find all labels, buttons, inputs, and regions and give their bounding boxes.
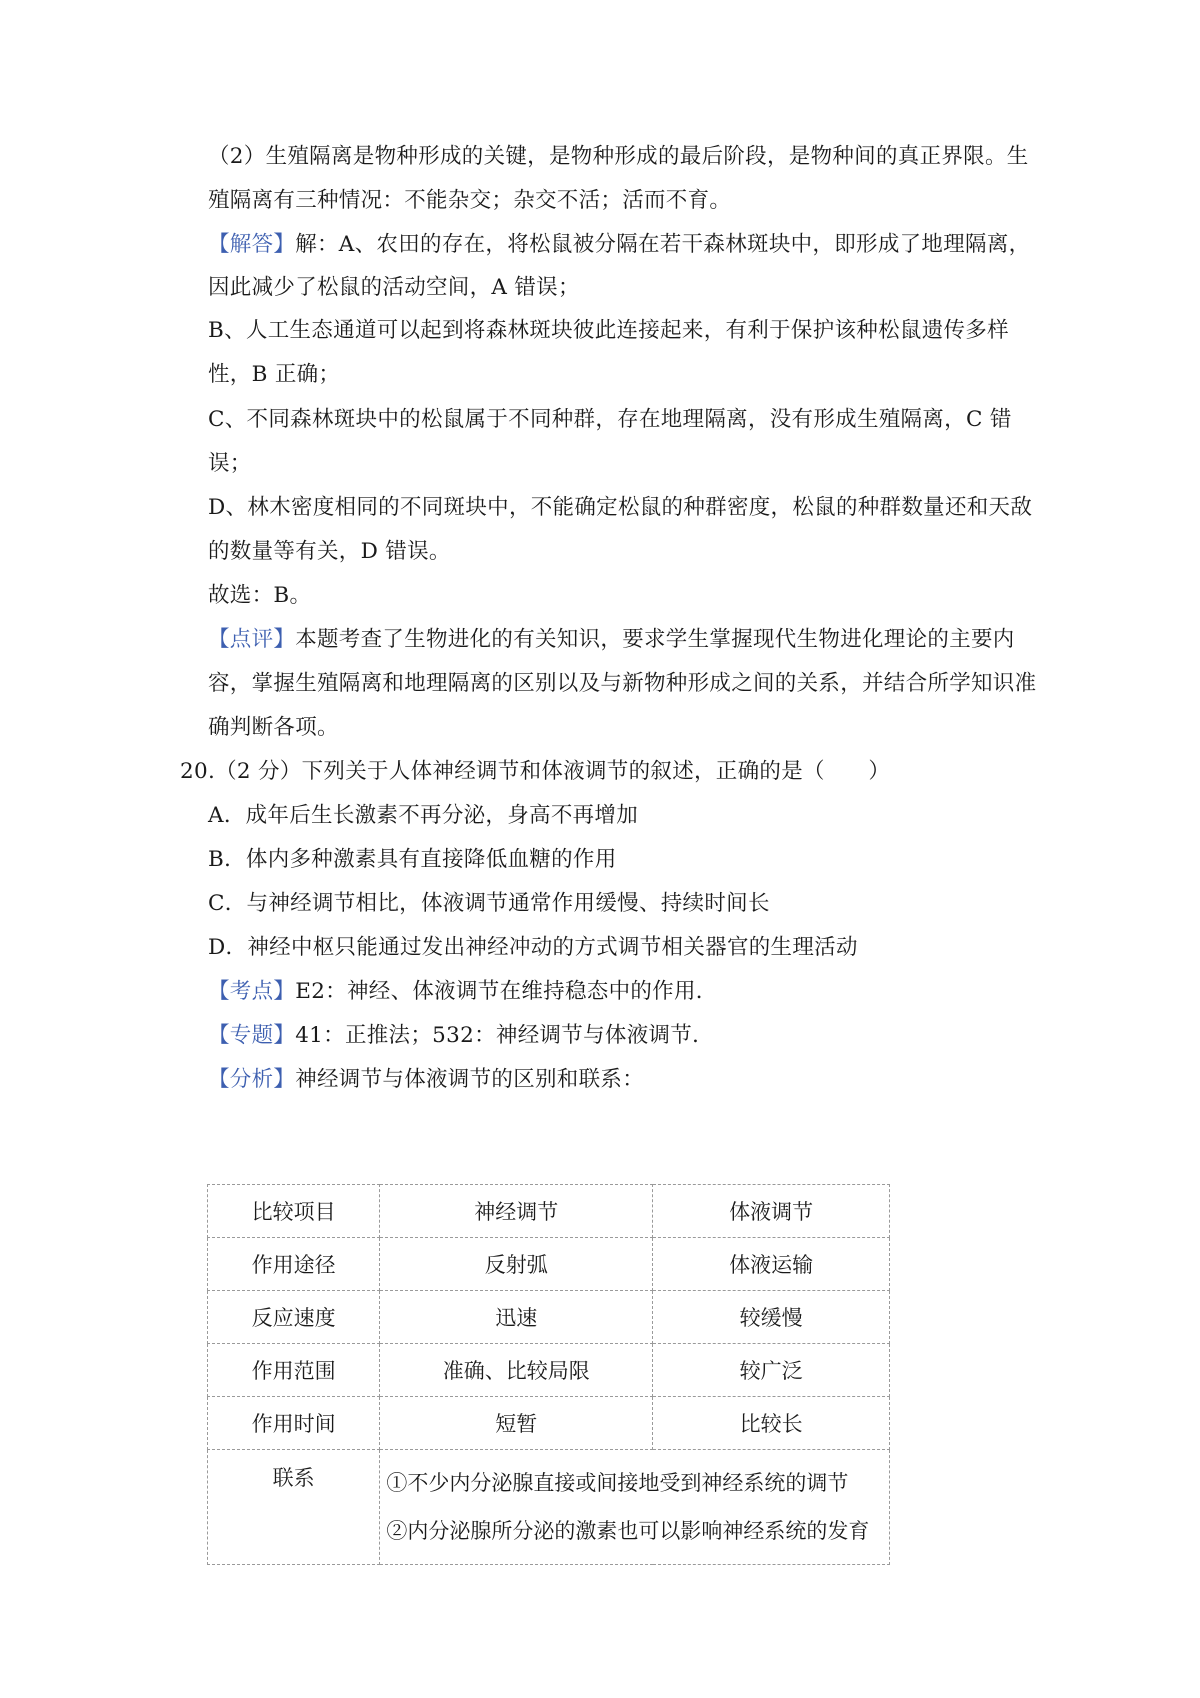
table-cell: 准确、比较局限 [380,1344,653,1397]
comment-text: 本题考查了生物进化的有关知识，要求学生掌握现代生物进化理论的主要内 [295,627,1015,652]
table-cell: 作用时间 [208,1397,380,1450]
text-line: C、不同森林斑块中的松鼠属于不同种群，存在地理隔离，没有形成生殖隔离，C 错 [208,407,1012,432]
table-cell: 体液运输 [653,1238,890,1291]
kaodian-text: E2：神经、体液调节在维持稳态中的作用． [295,979,718,1004]
table-row [208,1291,890,1344]
comment-tag: 【点评】 [208,627,296,652]
comment-line [208,625,1015,655]
zhuanti-tag: 【专题】 [208,1023,296,1048]
table-cell: 反射弧 [380,1238,653,1291]
table-cell: 迅速 [380,1291,653,1344]
fenxi-tag: 【分析】 [208,1067,296,1092]
table-header-row [208,1185,890,1238]
answer-line [208,230,1030,260]
table-row [208,1238,890,1291]
text-line: 确判断各项。 [208,715,339,740]
text-line: 性，B 正确； [208,362,341,387]
option-b: B．体内多种激素具有直接降低血糖的作用 [208,847,617,872]
relation-line: ①不少内分泌腺直接或间接地受到神经系统的调节 [386,1471,849,1495]
relation-content-cell [380,1450,890,1565]
text-line: B、人工生态通道可以起到将森林斑块彼此连接起来，有利于保护该种松鼠遗传多样 [208,318,1009,343]
table-relation-row [208,1450,890,1565]
text-line: 故选：B。 [208,583,312,608]
text-line: 殖隔离有三种情况：不能杂交；杂交不活；活而不育。 [208,188,732,213]
relation-label-cell: 联系 [208,1450,380,1565]
table-cell: 反应速度 [208,1291,380,1344]
question-stem [180,757,890,787]
table-cell: 作用途径 [208,1238,380,1291]
zhuanti-text: 41：正推法；532：神经调节与体液调节． [295,1023,714,1048]
table-header-cell: 体液调节 [653,1185,890,1238]
table-row [208,1344,890,1397]
answer-text: 解：A、农田的存在，将松鼠被分隔在若干森林斑块中，即形成了地理隔离， [295,232,1031,257]
zhuanti-line [208,1021,714,1051]
question-number: 20. [180,759,216,784]
table-cell: 短暂 [380,1397,653,1450]
table-header-cell: 神经调节 [380,1185,653,1238]
text-line: 容，掌握生殖隔离和地理隔离的区别以及与新物种形成之间的关系，并结合所学知识准 [208,671,1037,696]
kaodian-line [208,977,718,1007]
table-cell: 较广泛 [653,1344,890,1397]
fenxi-line [208,1065,644,1095]
answer-tag: 【解答】 [208,232,296,257]
option-a: A．成年后生长激素不再分泌，身高不再增加 [208,803,639,828]
table-header-cell: 比较项目 [208,1185,380,1238]
fenxi-text: 神经调节与体液调节的区别和联系： [295,1067,645,1092]
text-line: D、林木密度相同的不同斑块中，不能确定松鼠的种群密度，松鼠的种群数量还和天敌 [208,495,1033,520]
table-cell: 比较长 [653,1397,890,1450]
text-line: 误； [208,451,252,476]
option-d: D．神经中枢只能通过发出神经冲动的方式调节相关器官的生理活动 [208,935,858,960]
relation-line: ②内分泌腺所分泌的激素也可以影响神经系统的发育 [386,1519,870,1543]
comparison-table [207,1184,890,1565]
kaodian-tag: 【考点】 [208,979,296,1004]
question-text: （2 分）下列关于人体神经调节和体液调节的叙述，正确的是（ ） [215,759,891,784]
table-cell: 较缓慢 [653,1291,890,1344]
text-line: 因此减少了松鼠的活动空间，A 错误； [208,275,580,300]
table-row [208,1397,890,1450]
text-line: 的数量等有关，D 错误。 [208,539,451,564]
table-cell: 作用范围 [208,1344,380,1397]
text-line: （2）生殖隔离是物种形成的关键，是物种形成的最后阶段，是物种间的真正界限。生 [208,144,1029,169]
option-c: C．与神经调节相比，体液调节通常作用缓慢、持续时间长 [208,891,770,916]
